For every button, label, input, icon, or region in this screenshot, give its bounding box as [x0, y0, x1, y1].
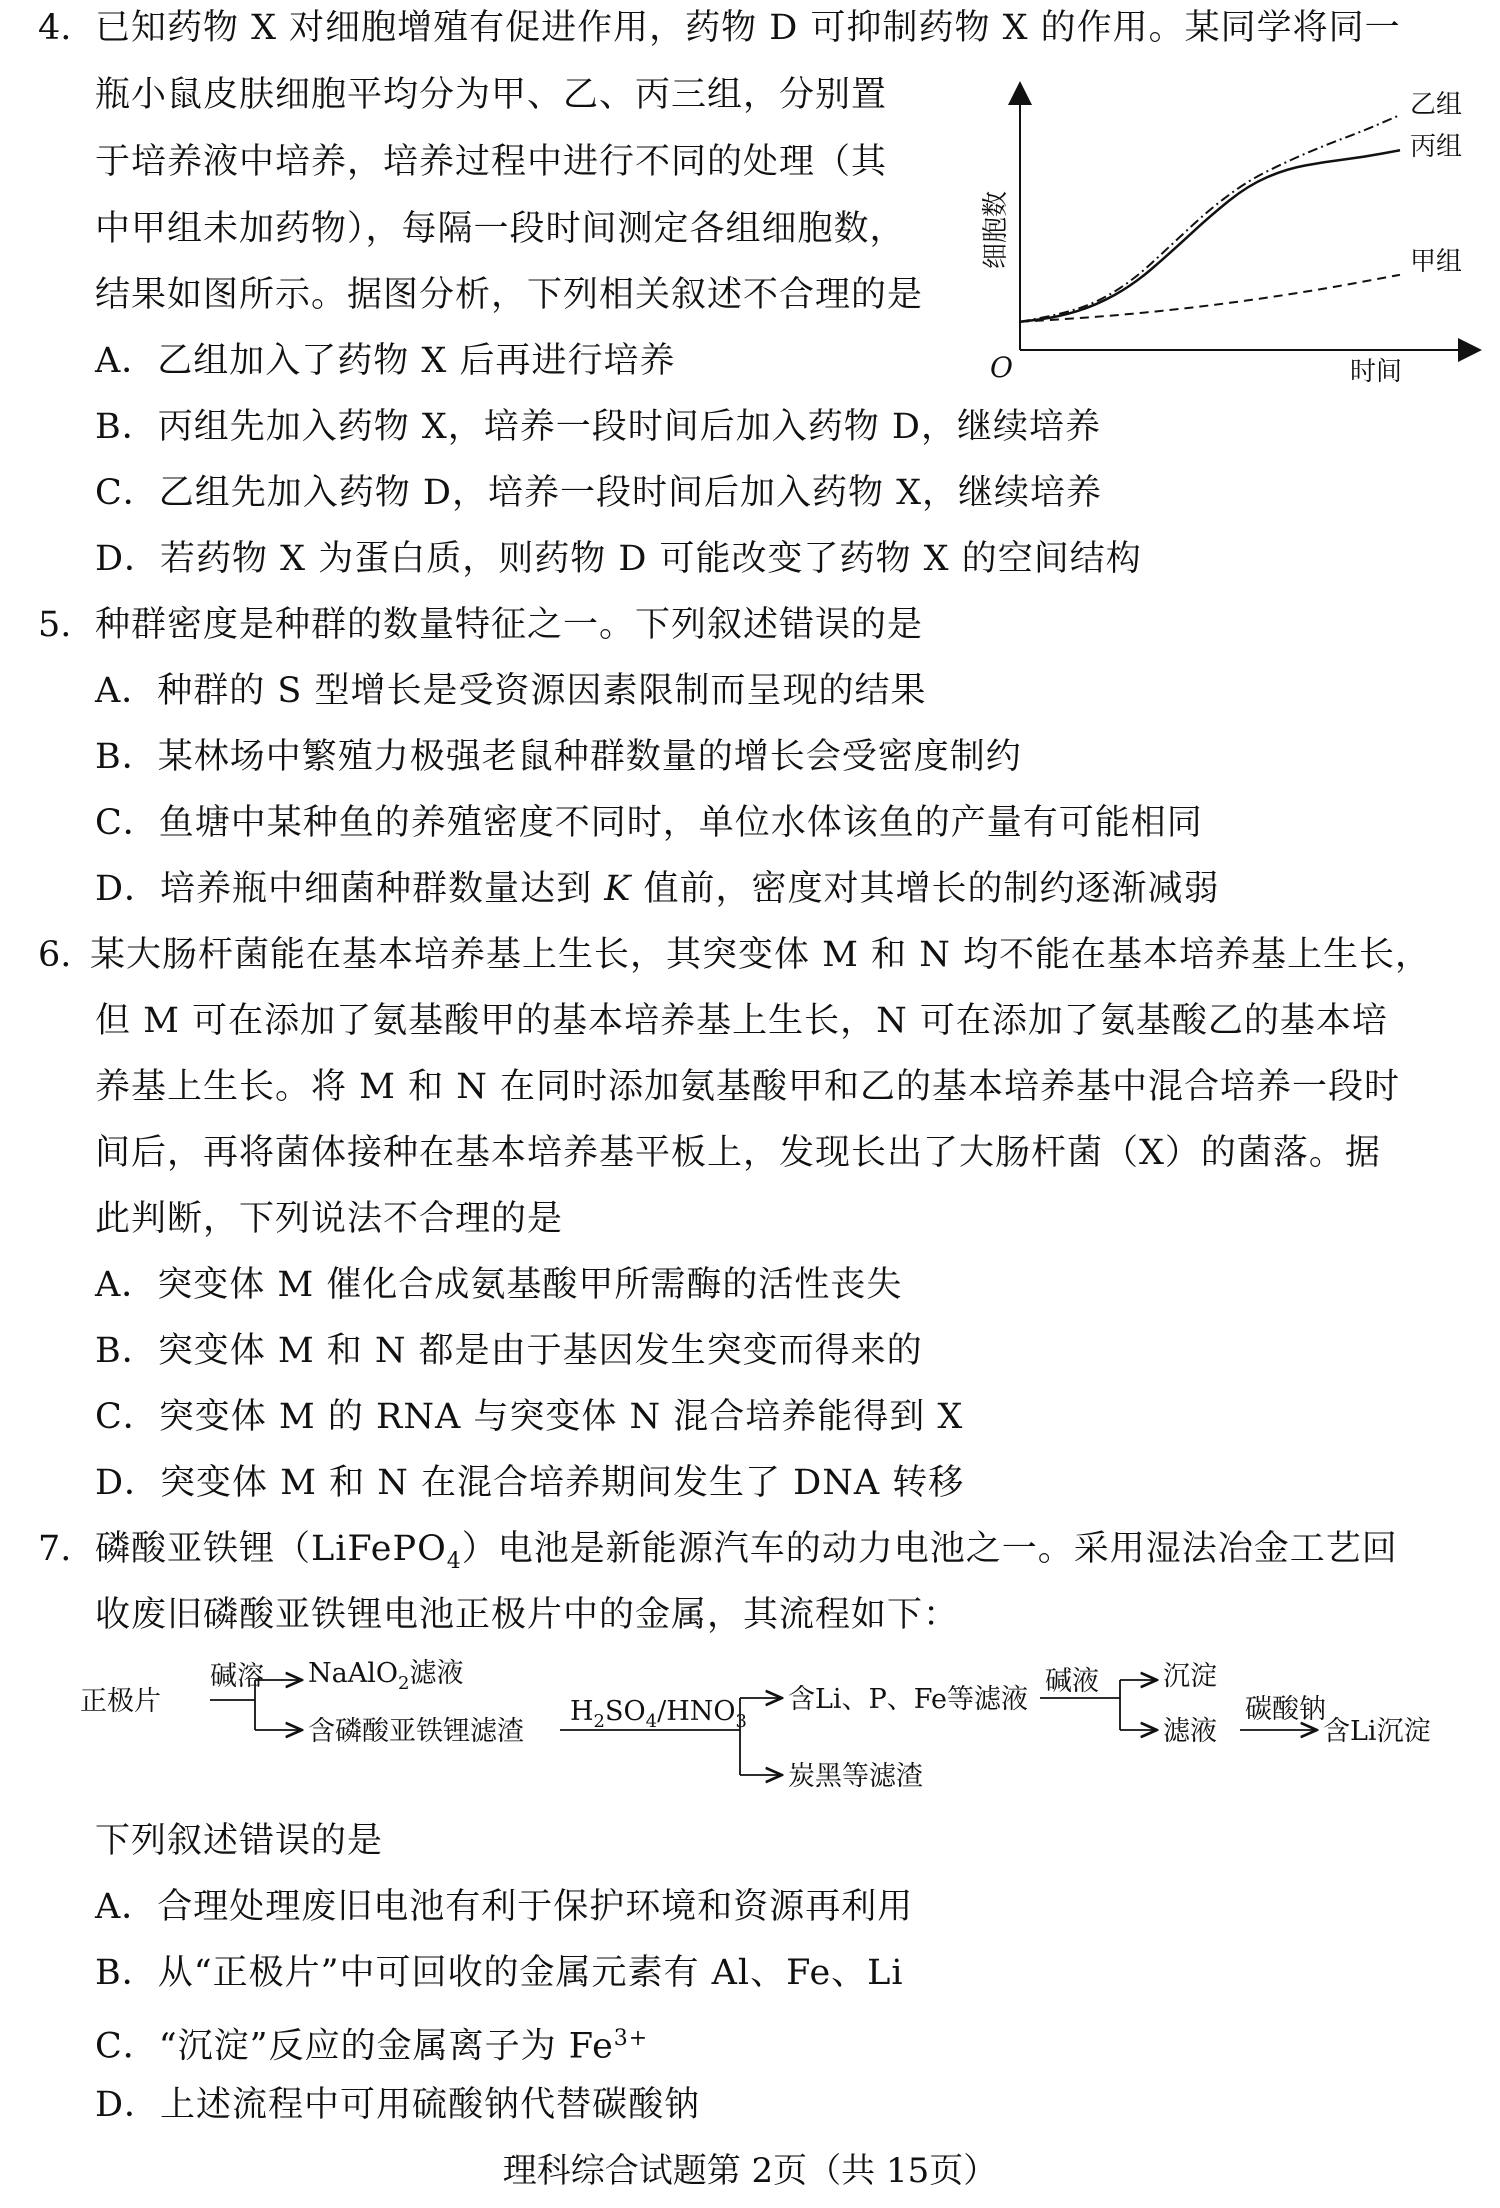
question-5-number: 5. [38, 605, 72, 645]
flow-step-acid: $H_2SO_4/HNO_3$ [570, 1696, 747, 1732]
flow-start: 正极片 [80, 1686, 161, 1717]
flow-out-filtrate: 含Li、P、Fe等滤液 [788, 1684, 1028, 1715]
q6-option-d: D．突变体 M 和 N 在混合培养期间发生了 DNA 转移 [95, 1463, 965, 1503]
q7-stem-2: 下列叙述错误的是 [95, 1821, 384, 1861]
q7-option-c: C．“沉淀”反应的金属离子为 $Fe^{3+}$ [95, 2026, 649, 2067]
q4-option-c: C．乙组先加入药物 D，培养一段时间后加入药物 X，继续培养 [95, 473, 1103, 513]
q6-option-b: B．突变体 M 和 N 都是由于基因发生突变而得来的 [95, 1331, 923, 1371]
series-bing-label: 丙组 [1410, 132, 1463, 162]
series-yi-line [1020, 115, 1400, 322]
q7-option-b: B．从“正极片”中可回收的金属元素有 Al、Fe、Li [95, 1953, 904, 1993]
q7-stem-line-1: 磷酸亚铁锂（LiFePO$_4$）电池是新能源汽车的动力电池之一。采用湿法冶金工艺回 [95, 1529, 1398, 1574]
q7-option-a: A．合理处理废旧电池有利于保护环境和资源再利用 [95, 1887, 914, 1927]
q4-stem-line-5: 结果如图所示。据图分析，下列相关叙述不合理的是 [95, 275, 924, 315]
series-bing-line [1020, 150, 1400, 322]
q5-option-b: B．某林场中繁殖力极强老鼠种群数量的增长会受密度制约 [95, 737, 1022, 777]
q6-option-a: A．突变体 M 催化合成氨基酸甲所需酶的活性丧失 [95, 1265, 903, 1305]
q6-stem-line-2: 但 M 可在添加了氨基酸甲的基本培养基上生长，N 可在添加了氨基酸乙的基本培 [95, 1001, 1388, 1041]
q6-option-c: C．突变体 M 的 RNA 与突变体 N 混合培养能得到 X [95, 1397, 964, 1437]
q5-option-c: C．鱼塘中某种鱼的养殖密度不同时，单位水体该鱼的产量有可能相同 [95, 803, 1203, 843]
q5-option-a: A．种群的 S 型增长是受资源因素限制而呈现的结果 [95, 671, 927, 711]
question-6-number: 6. [38, 935, 72, 975]
origin-label: O [990, 351, 1013, 384]
series-yi-label: 乙组 [1410, 90, 1463, 120]
flow-step-alkali-dissolve: 碱溶 [210, 1661, 264, 1692]
page-footer: 理科综合试题第 2页（共 15页） [502, 2151, 998, 2191]
q7-stem-line-2: 收废旧磷酸亚铁锂电池正极片中的金属，其流程如下： [95, 1595, 960, 1635]
q4-option-d: D．若药物 X 为蛋白质，则药物 D 可能改变了药物 X 的空间结构 [95, 539, 1142, 579]
q7-option-d: D．上述流程中可用硫酸钠代替碳酸钠 [95, 2085, 701, 2125]
x-axis-label: 时间 [1350, 357, 1403, 387]
q6-stem-line-3: 养基上生长。将 M 和 N 在同时添加氨基酸甲和乙的基本培养基中混合培养一段时 [95, 1067, 1400, 1107]
y-axis-label: 细胞数 [981, 190, 1011, 270]
flow-step-sodium-carbonate: 碳酸钠 [1245, 1694, 1326, 1725]
q6-stem-line-4: 间后，再将菌体接种在基本培养基平板上，发现长出了大肠杆菌（X）的菌落。据 [95, 1133, 1381, 1173]
question-4-number: 4. [38, 8, 72, 48]
q4-stem-line-3: 于培养液中培养，培养过程中进行不同的处理（其 [95, 142, 888, 182]
series-jia-label: 甲组 [1410, 247, 1463, 277]
q5-stem: 种群密度是种群的数量特征之一。下列叙述错误的是 [95, 605, 924, 645]
cell-growth-chart [981, 85, 1490, 395]
series-jia-line [1020, 275, 1400, 322]
flow-out-filtrate-2: 滤液 [1163, 1716, 1217, 1747]
q4-stem-line-2: 瓶小鼠皮肤细胞平均分为甲、乙、丙三组，分别置 [95, 75, 888, 115]
q4-option-b: B．丙组先加入药物 X，培养一段时间后加入药物 D，继续培养 [95, 407, 1101, 447]
flow-out-li-precipitate: 含Li沉淀 [1323, 1716, 1431, 1747]
question-7-number: 7. [38, 1529, 72, 1569]
q4-stem-line-1: 已知药物 X 对细胞增殖有促进作用，药物 D 可抑制药物 X 的作用。某同学将同一 [95, 8, 1401, 48]
flow-out-naalo2: NaAlO$_2$滤液 [308, 1658, 464, 1694]
flow-step-alkali-solution: 碱液 [1045, 1666, 1099, 1697]
q6-stem-line-1: 某大肠杆菌能在基本培养基上生长，其突变体 M 和 N 均不能在基本培养基上生长， [90, 935, 1431, 975]
recycling-flowchart [80, 1640, 1480, 1810]
flow-out-residue: 含磷酸亚铁锂滤渣 [308, 1716, 524, 1747]
q4-option-a: A．乙组加入了药物 X 后再进行培养 [95, 341, 676, 381]
flow-out-precipitate: 沉淀 [1163, 1661, 1217, 1692]
q4-stem-line-4: 中甲组未加药物），每隔一段时间测定各组细胞数， [95, 209, 906, 249]
flow-out-carbon: 炭黑等滤渣 [788, 1761, 923, 1792]
q6-stem-line-5: 此判断，下列说法不合理的是 [95, 1199, 564, 1239]
q5-option-d: D．培养瓶中细菌种群数量达到 K 值前，密度对其增长的制约逐渐减弱 [95, 869, 1220, 909]
